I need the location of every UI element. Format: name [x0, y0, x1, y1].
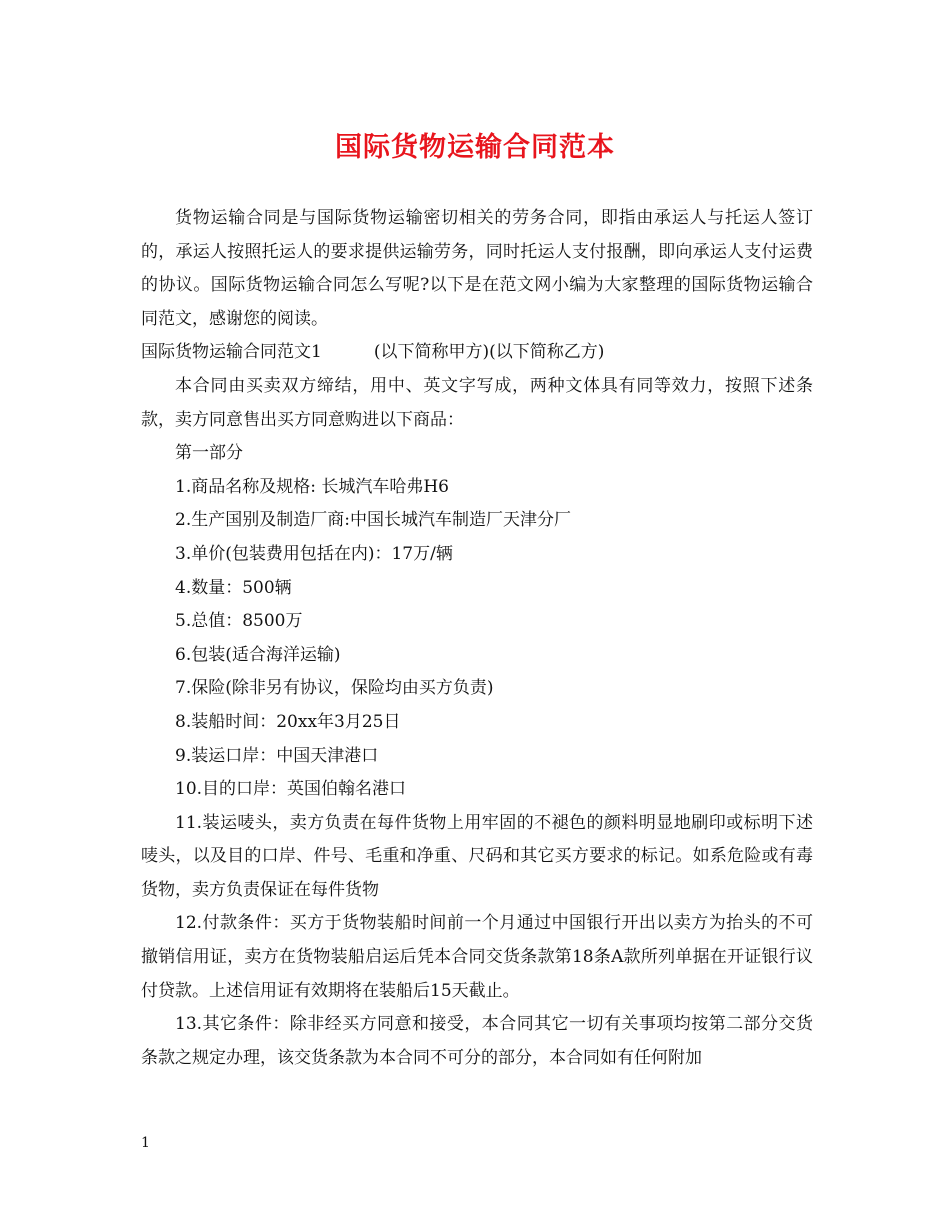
item-shipping-marks: 11.装运唛头，卖方负责在每件货物上用牢固的不褪色的颜料明显地刷印或标明下述唛头，以及目的口岸、件号、毛重和净重、尺码和其它买方要求的标记。如系危险或有毒货物，卖方负责保证在每件货物 — [141, 812, 813, 900]
item-quantity: 4.数量：500辆 — [175, 577, 292, 598]
item-other-conditions: 13.其它条件：除非经买方同意和接受，本合同其它一切有关事项均按第二部分交货条款之规定办理，该交货条款为本合同不可分的部分，本合同如有任何附加 — [141, 1014, 813, 1068]
sample-heading-line — [141, 336, 813, 370]
sample-heading: 国际货物运输合同范文1 — [141, 342, 322, 363]
item-unit-price: 3.单价(包装费用包括在内)：17万/辆 — [175, 543, 453, 564]
item-packing: 6.包装(适合海洋运输) — [175, 644, 341, 665]
item-payment-terms: 12.付款条件：买方于货物装船时间前一个月通过中国银行开出以卖方为抬头的不可撤销信用证，卖方在货物装船启运后凭本合同交货条款第18条A款所列单据在开证银行议付贷款。上述信用证有效期将在装船后15天截止。 — [141, 913, 813, 1001]
preamble-paragraph: 本合同由买卖双方缔结，用中、英文字写成，两种文体具有同等效力，按照下述条款，卖方同意售出买方同意购进以下商品： — [141, 375, 813, 430]
item-destination-port: 10.目的口岸：英国伯翰名港口 — [175, 779, 407, 800]
part-heading: 第一部分 — [175, 443, 243, 464]
item-product-name: 1.商品名称及规格: 长城汽车哈弗H6 — [175, 476, 449, 497]
intro-paragraph: 货物运输合同是与国际货物运输密切相关的劳务合同，即指由承运人与托运人签订的，承运人按照托运人的要求提供运输劳务，同时托运人支付报酬，即向承运人支付运费的协议。国际货物运输合同怎么写呢?以下是在范文网小编为大家整理的国际货物运输合同范文，感谢您的阅读。 — [141, 208, 813, 329]
item-manufacturer: 2.生产国别及制造厂商:中国长城汽车制造厂天津分厂 — [175, 510, 571, 531]
item-insurance: 7.保险(除非另有协议，保险均由买方负责) — [175, 678, 494, 699]
item-shipment-time: 8.装船时间：20xx年3月25日 — [175, 711, 401, 732]
sample-parties: (以下简称甲方)(以下简称乙方) — [373, 342, 605, 363]
item-loading-port: 9.装运口岸：中国天津港口 — [175, 745, 379, 766]
document-title: 国际货物运输合同范本 — [335, 132, 615, 163]
item-total-value: 5.总值：8500万 — [175, 611, 303, 632]
page-number: 1 — [141, 1135, 150, 1151]
document-body — [141, 202, 813, 1075]
